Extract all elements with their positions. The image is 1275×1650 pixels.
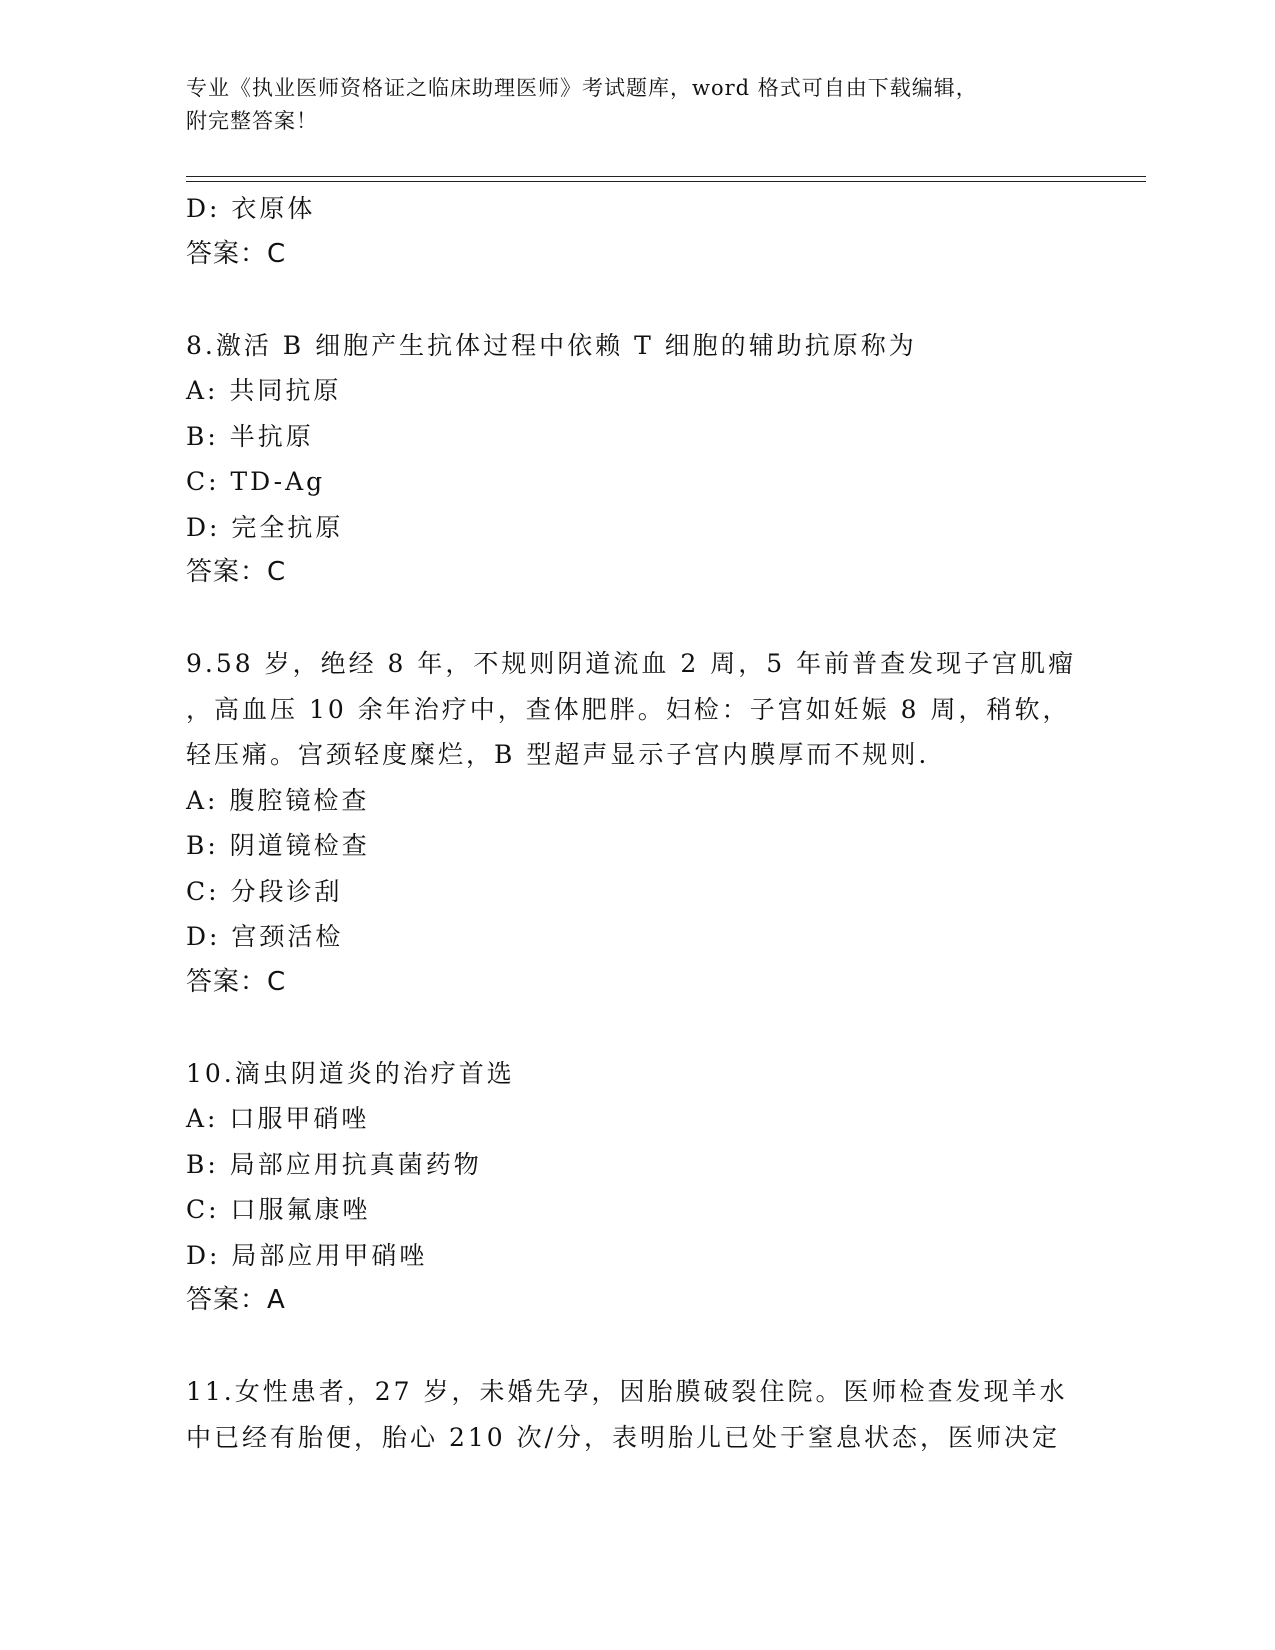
header-divider <box>186 176 1146 177</box>
question-block <box>186 1369 1086 1460</box>
option-b: B: 局部应用抗真菌药物 <box>186 1149 482 1179</box>
spacer <box>186 1324 1086 1370</box>
spacer <box>186 1005 1086 1051</box>
question-stem: 9.58 岁，绝经 8 年，不规则阴道流血 2 周，5 年前普查发现子宫肌瘤 <box>186 649 1077 678</box>
option-a: A: 共同抗原 <box>186 376 342 405</box>
option-b: B: 半抗原 <box>186 421 314 451</box>
page-header <box>186 72 1086 138</box>
option-c: C: TD-Ag <box>186 467 326 496</box>
option-a: A: 腹腔镜检查 <box>186 785 370 815</box>
option-a: A: 口服甲硝唑 <box>186 1104 370 1133</box>
question-stem: 10.滴虫阴道炎的治疗首选 <box>186 1058 515 1088</box>
option-c: C: 分段诊刮 <box>186 876 343 906</box>
option-d: D: 局部应用甲硝唑 <box>186 1240 428 1270</box>
option-d: D: 衣原体 <box>186 194 316 223</box>
option-c: C: 口服氟康唑 <box>186 1195 371 1224</box>
question-block <box>186 186 1086 277</box>
spacer <box>186 596 1086 642</box>
header-line: 专业《执业医师资格证之临床助理医师》考试题库，word 格式可自由下载编辑， <box>186 76 978 100</box>
spacer <box>186 277 1086 323</box>
header-divider <box>186 181 1146 182</box>
answer-line: 答案：A <box>186 1285 286 1315</box>
question-stem: 11.女性患者，27 岁，未婚先孕，因胎膜破裂住院。医师检查发现羊水 <box>186 1377 1068 1406</box>
header-line: 附完整答案！ <box>186 109 318 133</box>
answer-line: 答案：C <box>186 966 287 997</box>
option-d: D: 完全抗原 <box>186 512 344 542</box>
answer-line: 答案：C <box>186 238 287 269</box>
question-block <box>186 1051 1086 1324</box>
question-block <box>186 641 1086 1005</box>
option-b: B: 阴道镜检查 <box>186 831 370 860</box>
question-stem: 轻压痛。宫颈轻度糜烂，B 型超声显示子宫内膜厚而不规则. <box>186 740 930 769</box>
question-list <box>186 186 1086 1460</box>
question-stem: ，高血压 10 余年治疗中，查体肥胖。妇检：子宫如妊娠 8 周，稍软， <box>186 694 1071 724</box>
option-d: D: 宫颈活检 <box>186 922 344 951</box>
answer-line: 答案：C <box>186 557 287 587</box>
question-block <box>186 323 1086 596</box>
question-stem: 8.激活 B 细胞产生抗体过程中依赖 T 细胞的辅助抗原称为 <box>186 330 917 360</box>
question-stem: 中已经有胎便，胎心 210 次/分，表明胎儿已处于窒息状态，医师决定 <box>186 1422 1061 1452</box>
